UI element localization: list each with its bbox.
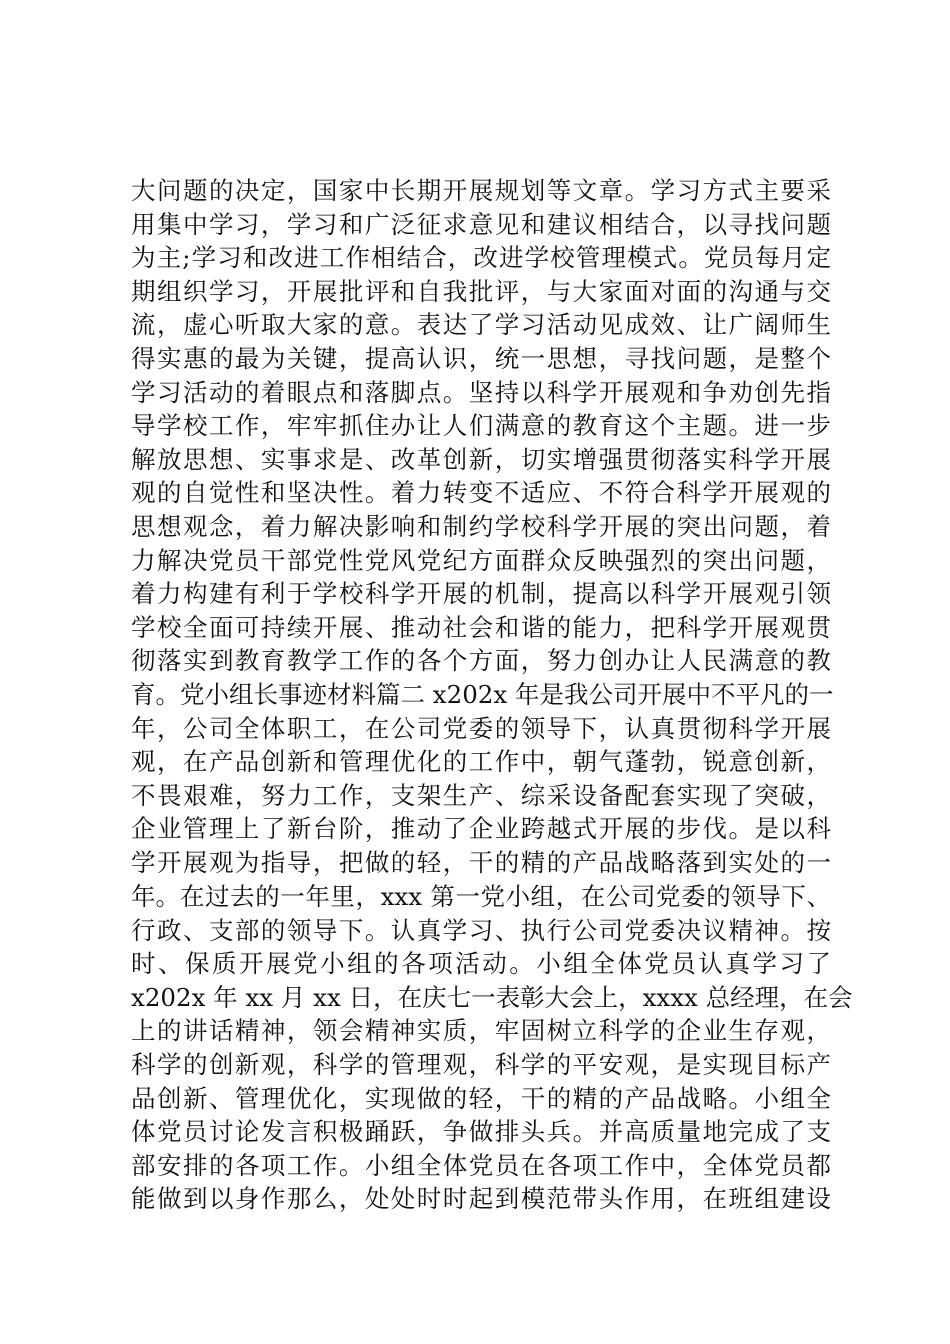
paragraph-line: 在过去的一年里，xxx 第一党小组，在公司党委的领导下、: [180, 882, 831, 911]
paragraph-line: 着力构建有利于学校科学开展的机制，提高以科学开展观引领: [131, 579, 831, 609]
paragraph-line: 学习活动的着眼点和落脚点。坚持以科学开展观和争劝创先指: [131, 377, 831, 407]
paragraph-line: 部安排的各项工作。小组全体党员在各项工作中，全体党员都: [131, 1150, 831, 1180]
paragraph-line: 能做到以身作那么，处处时时起到模范带头作用，在班组建设: [131, 1184, 831, 1214]
paragraph-line: 观，在产品创新和管理优化的工作中，朝气蓬勃，锐意创新，: [131, 747, 831, 777]
paragraph-1: [131, 174, 834, 712]
paragraph-line: 育。: [131, 679, 180, 709]
paragraph-line: 解放思想、实事求是、改革创新，切实增强贯彻落实科学开展: [131, 444, 831, 474]
paragraph-line: 行政、支部的领导下。认真学习、执行公司党委决议精神。按: [131, 915, 831, 945]
paragraph-line: 学校全面可持续开展、推动社会和谐的能力，把科学开展观贯: [131, 612, 831, 642]
paragraph-line: 大问题的决定，国家中长期开展规划等文章。学习方式主要采: [131, 176, 831, 205]
paragraph-line: 彻落实到教育教学工作的各个方面，努力创办让人民满意的教: [131, 646, 831, 676]
paragraph-line: 年，公司全体职工，在公司党委的领导下，认真贯彻科学开展: [131, 713, 831, 743]
paragraph-line: 品创新、管理优化，实现做的轻，干的精的产品战略。小组全: [131, 1083, 831, 1113]
paragraph-line: 为主;学习和改进工作相结合，改进学校管理模式。党员每月定: [131, 243, 831, 273]
paragraph-line: 体党员讨论发言积极踊跃，争做排头兵。并高质量地完成了支: [131, 1117, 831, 1147]
paragraph-line: 年。: [131, 881, 180, 911]
paragraph-line: 上的讲话精神，领会精神实质，牢固树立科学的企业生存观，: [131, 1016, 831, 1046]
paragraph-line: 导学校工作，牢牢抓住办让人们满意的教育这个主题。进一步: [131, 411, 831, 441]
paragraph-line: 流，虚心听取大家的意。表达了学习活动见成效、让广阔师生: [131, 310, 831, 340]
paragraph-line: 科学的创新观，科学的管理观，科学的平安观，是实现目标产: [131, 1049, 831, 1079]
paragraph-line: 时、保质开展党小组的各项活动。小组全体党员认真学习了: [131, 949, 831, 979]
paragraph-line: 得实惠的最为关键，提高认识，统一思想，寻找问题，是整个: [131, 343, 831, 373]
paragraph-line: 力解决党员干部党性党风党纪方面群众反映强烈的突出问题，: [131, 545, 831, 575]
paragraph-line: 期组织学习，开展批评和自我批评，与大家面对面的沟通与交: [131, 276, 831, 306]
paragraph-line: 观的自觉性和坚决性。着力转变不适应、不符合科学开展观的: [131, 478, 831, 508]
paragraph-3: [131, 880, 853, 1216]
paragraph-line: 思想观念，着力解决影响和制约学校科学开展的突出问题，着: [131, 511, 831, 541]
paragraph-line: 用集中学习，学习和广泛征求意见和建议相结合，以寻找问题: [131, 209, 831, 239]
paragraph-line: 党小组长事迹材料篇二 x202x 年是我公司开展中不平凡的一: [180, 680, 834, 709]
paragraph-2: [131, 678, 834, 913]
paragraph-line: 企业管理上了新台阶，推动了企业跨越式开展的步伐。是以科: [131, 814, 831, 844]
paragraph-line: 不畏艰难，努力工作，支架生产、综采设备配套实现了突破，: [131, 780, 831, 810]
paragraph-line: x202x 年 xx 月 xx 日，在庆七一表彰大会上，xxxx 总经理，在会: [131, 982, 853, 1012]
paragraph-line: 学开展观为指导，把做的轻，干的精的产品战略落到实处的一: [131, 847, 831, 877]
